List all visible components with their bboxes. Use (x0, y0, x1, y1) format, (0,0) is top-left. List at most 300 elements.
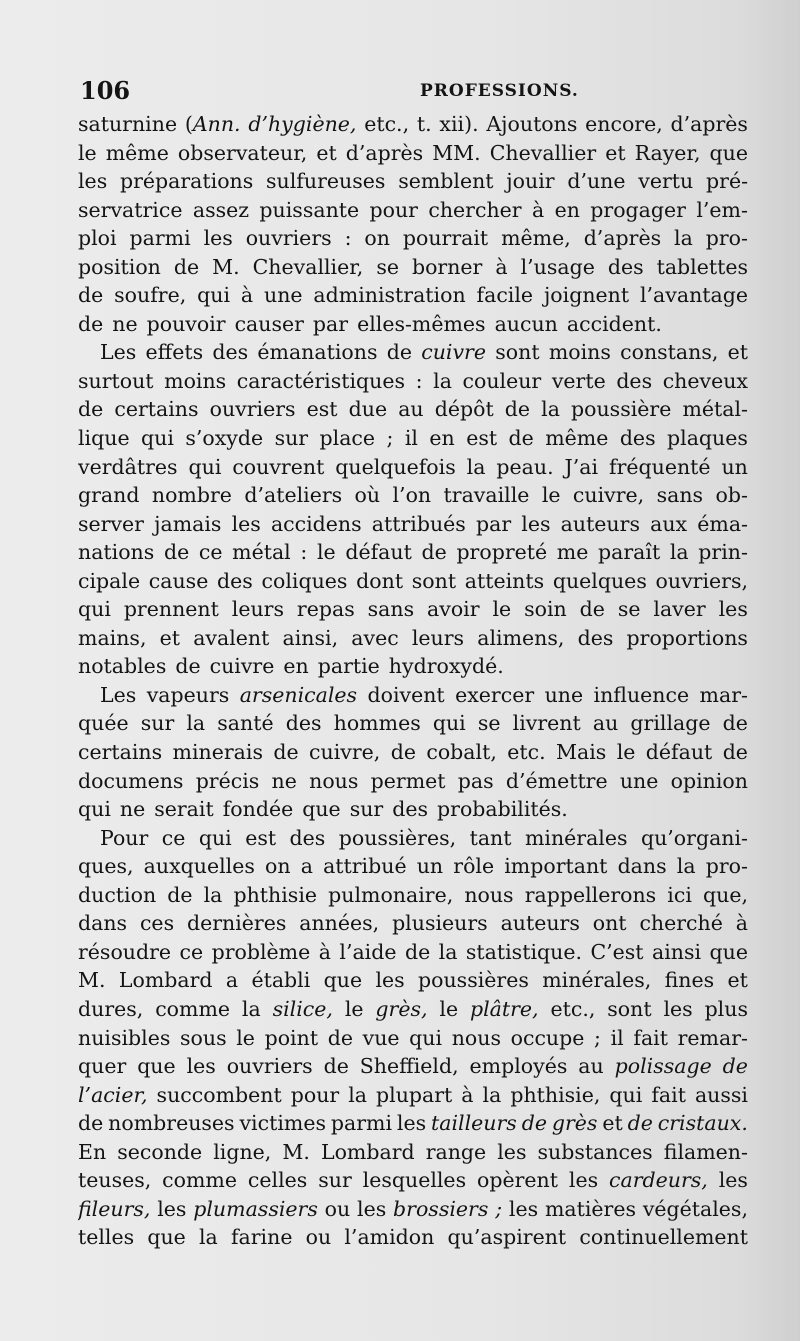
word: cobalt, (426, 740, 497, 765)
word: victimes (239, 1111, 326, 1136)
word: polissage (614, 1054, 712, 1079)
page-number: 106 (80, 76, 131, 105)
word: ne (119, 797, 146, 822)
word: cuivre, (572, 483, 645, 508)
word: les (231, 511, 261, 536)
word: duction (78, 882, 157, 907)
word: vertu (638, 169, 694, 194)
word: jamais (154, 511, 222, 536)
word: d’après (583, 226, 662, 251)
word: et (727, 968, 748, 993)
word: la (541, 397, 560, 422)
word: un (416, 854, 444, 879)
word: nuisibles (78, 1025, 171, 1050)
word: en (429, 426, 455, 451)
text-line (78, 852, 748, 881)
word: a (300, 854, 313, 879)
word: dans (617, 854, 667, 879)
word: leurs (411, 625, 465, 650)
word: se (617, 597, 641, 622)
word: prennent (123, 597, 219, 622)
word: : (300, 540, 308, 565)
word: paraît (598, 540, 661, 565)
running-head: PROFESSIONS. (420, 81, 579, 101)
word: à (735, 911, 748, 936)
word: seconde (117, 1139, 203, 1164)
word: repas (296, 597, 355, 622)
word: qui (78, 597, 111, 622)
word: la (433, 368, 452, 393)
word: poussière (571, 397, 672, 422)
word: sont (411, 568, 457, 593)
word: émanations (257, 340, 378, 365)
word: phthisie (233, 882, 318, 907)
word: accidens (270, 511, 362, 536)
word: substances (537, 1139, 653, 1164)
word: ques, (78, 854, 134, 879)
word: constans, (620, 340, 719, 365)
word: MM. (432, 140, 481, 165)
word: proportions (626, 625, 748, 650)
word: administration (313, 283, 466, 308)
word: qui (78, 797, 111, 822)
text-line (78, 424, 748, 453)
word: minérales (524, 825, 628, 850)
word: assez (192, 197, 250, 222)
word: Mais (556, 740, 607, 765)
word: grand (78, 483, 140, 508)
word: pour (290, 1082, 340, 1107)
text-line (78, 281, 748, 310)
word: notables (78, 654, 167, 679)
word: de (167, 882, 193, 907)
word: hydroxydé. (388, 654, 504, 679)
text-line (78, 338, 748, 367)
text-line (78, 1166, 748, 1195)
word: pourrait (402, 226, 489, 251)
word: la (186, 711, 206, 736)
word: causer (234, 311, 304, 336)
word: soin (524, 597, 567, 622)
word: serait (154, 797, 214, 822)
word: parmi (129, 226, 191, 251)
word: Les (100, 340, 137, 365)
word: ce (161, 825, 186, 850)
word: propreté (456, 540, 548, 565)
word: de (627, 1111, 653, 1136)
word: certains (114, 397, 199, 422)
word: fileurs, (78, 1196, 151, 1221)
word: d’une (567, 169, 626, 194)
word: laver (653, 597, 706, 622)
word: (Ann. (184, 112, 241, 136)
word: tablettes (656, 254, 748, 279)
word: pro- (705, 226, 748, 251)
text-line (78, 367, 748, 396)
word: continuellement (579, 1225, 748, 1250)
word: les (663, 996, 693, 1021)
word: attribués (371, 511, 466, 536)
word: statistique. (465, 939, 582, 964)
word: caractéristiques (236, 368, 406, 393)
text-line (78, 1223, 748, 1252)
word: de (327, 1025, 353, 1050)
word: que (147, 1225, 186, 1250)
word: la (676, 854, 696, 879)
word: sans (367, 597, 415, 622)
text-line (78, 767, 748, 796)
body-text (78, 110, 748, 1252)
word: pulmonaire, (328, 882, 454, 907)
word: sur (140, 711, 175, 736)
word: se (477, 711, 501, 736)
word: qui (188, 454, 222, 479)
word: opinion (670, 768, 748, 793)
text-line (78, 624, 748, 653)
word: brossiers (393, 1196, 489, 1221)
word: de (504, 397, 531, 422)
word: en (554, 197, 580, 222)
word: observateur, (177, 140, 308, 165)
word: ici (667, 882, 692, 907)
text-line (78, 1195, 748, 1224)
word: telles (78, 1225, 135, 1250)
word: elles-mêmes (357, 311, 486, 336)
word: ouvriers (245, 226, 332, 251)
word: végétales, (642, 1196, 748, 1221)
text-line (78, 1052, 748, 1081)
word: ; (386, 426, 394, 451)
word: pré- (706, 169, 748, 194)
word: due (348, 397, 388, 422)
word: établi (251, 968, 311, 993)
word: on (265, 854, 291, 879)
text-line (78, 567, 748, 596)
word: mar- (699, 682, 748, 707)
word: sous (180, 1025, 227, 1050)
word: etc., (550, 996, 596, 1021)
word: soufre, (114, 283, 187, 308)
word: et (159, 625, 181, 650)
word: ouvriers, (655, 568, 748, 593)
word: les (375, 968, 405, 993)
word: le (236, 1025, 255, 1050)
word: etc., (364, 112, 410, 136)
word: range (425, 1139, 487, 1164)
word: C’est (590, 939, 644, 964)
word: poussières, (338, 825, 457, 850)
word: préparations (119, 169, 254, 194)
word: les (718, 1168, 748, 1193)
word: par (475, 511, 512, 536)
word: couleur (462, 368, 542, 393)
word: minerais (172, 740, 263, 765)
word: fréquenté (608, 454, 711, 479)
word: Pour (100, 825, 149, 850)
word: aucun (494, 311, 558, 336)
text-line (78, 196, 748, 225)
word: saturnine (78, 112, 178, 136)
word: et (602, 1111, 623, 1136)
word: remar- (677, 1025, 748, 1050)
text-line (78, 709, 748, 738)
word: nous (464, 882, 514, 907)
word: qui (198, 825, 232, 850)
word: effets (145, 340, 204, 365)
word: lesquelles (362, 1168, 467, 1193)
word: Sheffield, (359, 1054, 459, 1079)
word: éma- (697, 511, 748, 536)
word: et (605, 140, 626, 165)
word: que (709, 939, 748, 964)
word: il (610, 1025, 624, 1050)
word: ; (594, 1025, 601, 1050)
word: sulfureuses (266, 169, 386, 194)
word: probabilités. (437, 797, 568, 822)
word: server (78, 511, 144, 536)
word: doivent (367, 682, 445, 707)
word: qui (432, 711, 466, 736)
word: pas (457, 768, 494, 793)
word: est (306, 397, 338, 422)
word: joignent (543, 283, 630, 308)
word: ainsi, (282, 625, 339, 650)
word: la (203, 882, 223, 907)
word: opèrent (477, 1168, 558, 1193)
word: cheveux (662, 368, 748, 393)
word: de (323, 1054, 349, 1079)
word: l’amidon (344, 1225, 435, 1250)
word: métal- (682, 397, 748, 422)
word: même, (501, 226, 571, 251)
word: de (390, 740, 416, 765)
word: l’aide (339, 939, 397, 964)
word: semblent (398, 169, 494, 194)
word: farine (230, 1225, 293, 1250)
word: quelques (552, 568, 647, 593)
word: servatrice (78, 197, 183, 222)
text-line (78, 167, 748, 196)
word: le (616, 740, 636, 765)
word: plaques (667, 426, 748, 451)
word: à (461, 1082, 474, 1107)
word: qu’aspirent (447, 1225, 567, 1250)
word: à (531, 197, 545, 222)
word: puissante (259, 197, 360, 222)
word: borner (411, 254, 483, 279)
word: cuivre (209, 654, 275, 679)
word: cristaux. (657, 1111, 748, 1136)
word: silice, (272, 996, 333, 1021)
word: documens (78, 768, 184, 793)
word: avoir (427, 597, 480, 622)
text-line (78, 681, 748, 710)
word: phthisie, (510, 1082, 601, 1107)
text-line (78, 139, 748, 168)
word: et (727, 340, 748, 365)
word: Lombard (320, 1139, 415, 1164)
word: travaille (443, 483, 530, 508)
word: que (709, 140, 748, 165)
word: verte (551, 368, 606, 393)
word: permet (370, 768, 446, 793)
word: en (283, 654, 309, 679)
word: la (348, 1082, 367, 1107)
word: l’usage (520, 254, 595, 279)
word: les (718, 597, 748, 622)
word: des (289, 825, 326, 850)
word: chercher (428, 197, 522, 222)
word: cherché (639, 911, 723, 936)
word: de (78, 397, 104, 422)
word: Les (100, 682, 137, 707)
text-line (78, 995, 748, 1024)
word: succombent (156, 1082, 282, 1107)
word: les (568, 1168, 599, 1193)
word: de (722, 711, 748, 736)
word: de (78, 283, 104, 308)
word: des (285, 711, 322, 736)
word: de (173, 254, 200, 279)
word: : (415, 368, 423, 393)
word: la (241, 996, 261, 1021)
word: où (354, 483, 381, 508)
word: cuivre, (309, 740, 381, 765)
text-line (78, 909, 748, 938)
word: que (137, 1054, 176, 1079)
word: sans (656, 483, 704, 508)
word: avalent (193, 625, 270, 650)
word: pour (369, 197, 418, 222)
word: leurs (231, 597, 284, 622)
text-line (78, 310, 748, 339)
word: ligne, (213, 1139, 272, 1164)
word: nations (78, 540, 155, 565)
word: nous (309, 768, 359, 793)
word: à (495, 254, 508, 279)
word: quer (78, 1054, 127, 1079)
word: tant (469, 825, 512, 850)
word: a (225, 968, 239, 993)
word: sont (495, 340, 540, 365)
word: de (404, 939, 431, 964)
word: comme (162, 1168, 238, 1193)
word: coliques (261, 568, 348, 593)
word: progager (590, 197, 686, 222)
text-line (78, 881, 748, 910)
word: M. (78, 968, 106, 993)
word: vapeurs (146, 682, 230, 707)
word: qui (197, 283, 231, 308)
text-line (78, 824, 748, 853)
word: Rayer, (634, 140, 701, 165)
text-line (78, 224, 748, 253)
word: encore, (585, 112, 663, 136)
word: mains, (78, 625, 147, 650)
word: filamen- (663, 1139, 748, 1164)
word: alimens, (477, 625, 565, 650)
word: fondée (222, 797, 294, 822)
word: poussières (418, 968, 529, 993)
word: problème (211, 939, 311, 964)
word: de (78, 311, 104, 336)
word: couvrent (232, 454, 325, 479)
word: à (318, 939, 331, 964)
word: qu’organi- (640, 825, 748, 850)
word: s’oxyde (185, 426, 264, 451)
word: la (198, 1225, 218, 1250)
word: le (439, 996, 459, 1021)
text-line (78, 110, 748, 139)
word: années, (299, 911, 380, 936)
word: d’ateliers (244, 483, 343, 508)
text-line (78, 481, 748, 510)
word: sur (349, 797, 384, 822)
word: que (302, 797, 341, 822)
word: ainsi (651, 939, 702, 964)
word: qui (409, 1025, 443, 1050)
word: ne (112, 311, 138, 336)
page-header (80, 76, 748, 106)
word: plâtre, (469, 996, 539, 1021)
word: ; (495, 1196, 503, 1221)
word: des (616, 368, 653, 393)
text-line (78, 1138, 748, 1167)
word: employés (469, 1054, 568, 1079)
word: de (386, 340, 412, 365)
word: d’après (345, 140, 424, 165)
word: qui (609, 1082, 643, 1107)
word: un (721, 454, 748, 479)
word: pouvoir (146, 311, 226, 336)
word: auteurs (560, 511, 640, 536)
word: point (264, 1025, 319, 1050)
word: des (392, 797, 429, 822)
word: nombreuses (108, 1111, 235, 1136)
word: ou (324, 1196, 351, 1221)
word: sur (318, 1168, 352, 1193)
word: occupe (510, 1025, 585, 1050)
word: avec (351, 625, 399, 650)
word: accident. (566, 311, 662, 336)
word: ne (271, 768, 297, 793)
word: des (577, 625, 614, 650)
word: les (157, 1196, 187, 1221)
word: nous (451, 1025, 501, 1050)
word: est (466, 426, 498, 451)
word: métal (232, 540, 291, 565)
word: les (497, 1139, 527, 1164)
word: que, (703, 882, 748, 907)
word: grès (551, 1111, 598, 1136)
word: comme (155, 996, 231, 1021)
word: cardeurs, (609, 1168, 708, 1193)
word: plus (704, 996, 748, 1021)
word: verdâtres (78, 454, 178, 479)
word: lique (78, 426, 130, 451)
word: le (316, 540, 336, 565)
word: à (240, 283, 254, 308)
text-line (78, 966, 748, 995)
word: moins (164, 368, 227, 393)
word: les (78, 169, 108, 194)
word: la (674, 226, 693, 251)
word: les (203, 226, 233, 251)
word: peau. (496, 454, 554, 479)
word: nombre (151, 483, 232, 508)
text-line (78, 253, 748, 282)
word: surtout (78, 368, 154, 393)
